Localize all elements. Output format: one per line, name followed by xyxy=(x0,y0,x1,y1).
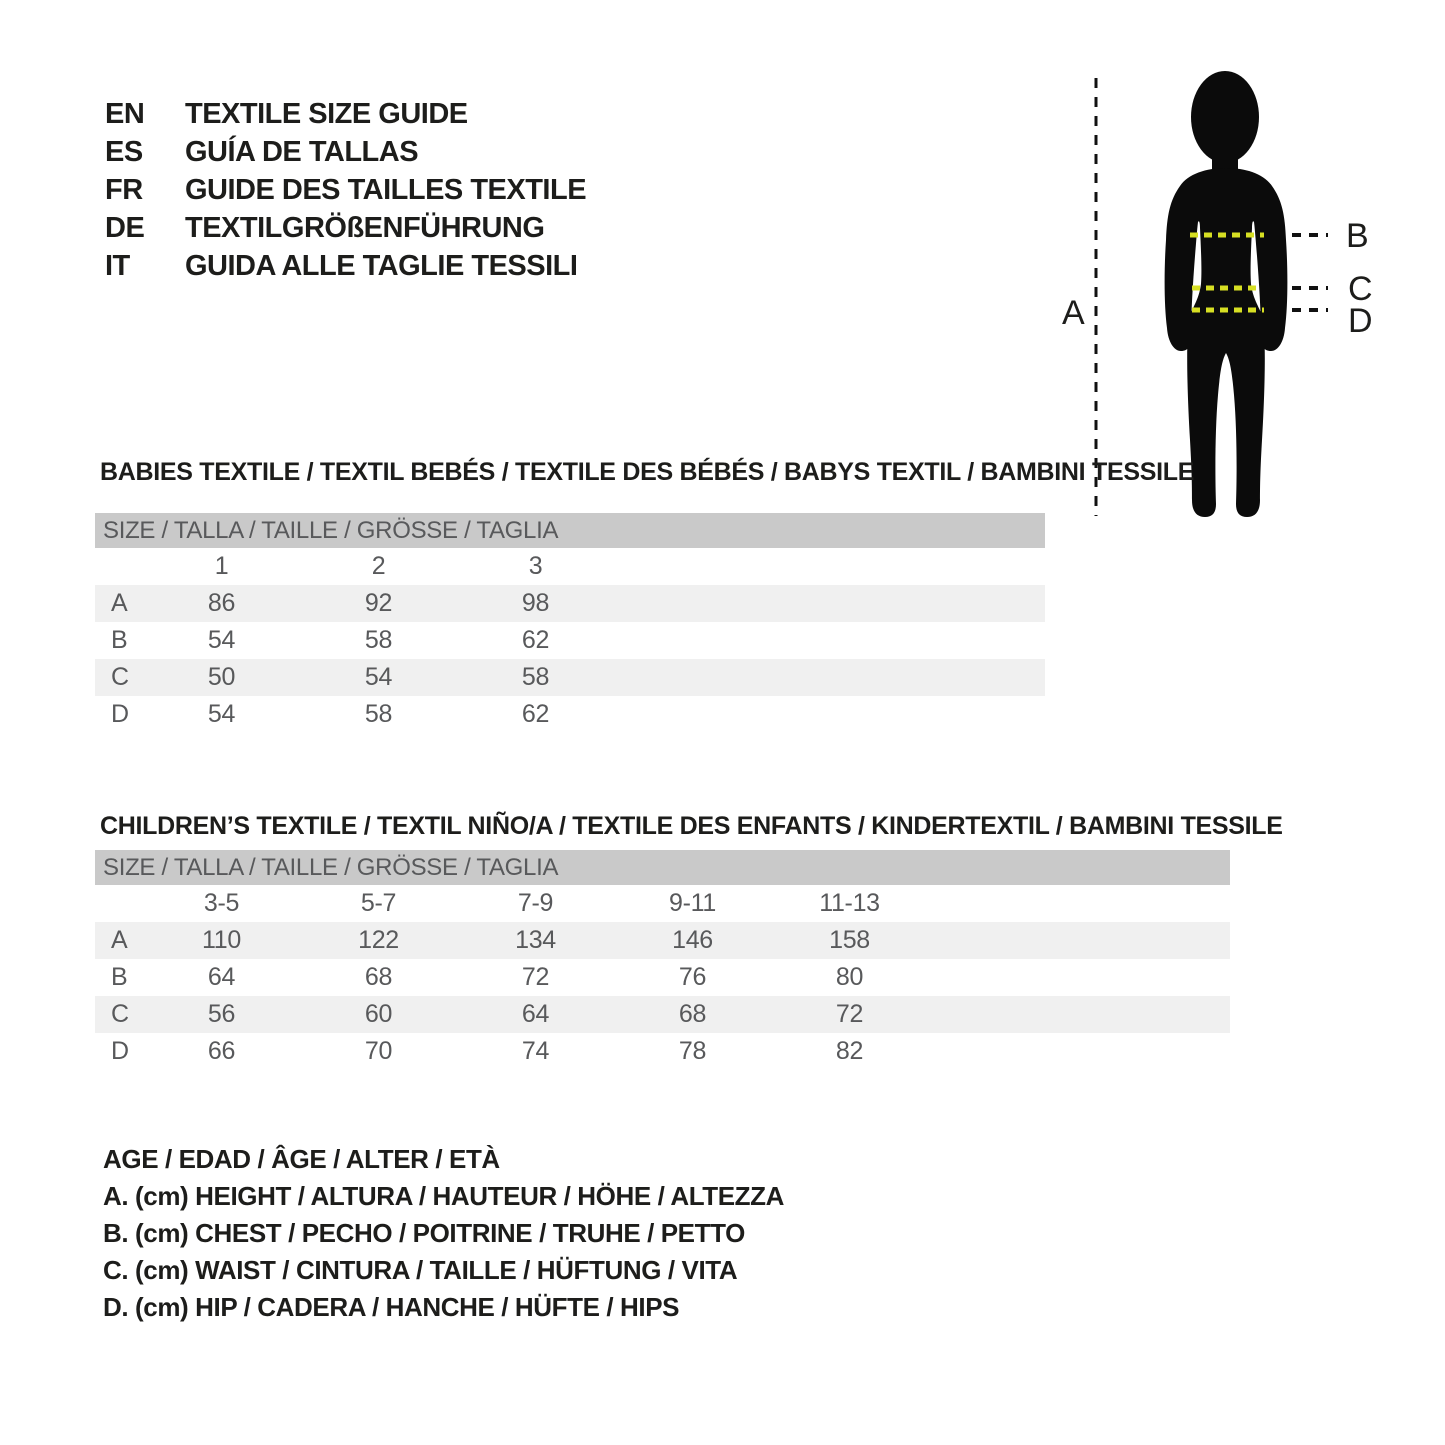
babies-size-row xyxy=(95,548,1045,585)
table-cell: 72 xyxy=(521,963,550,991)
table-cell: 58 xyxy=(521,663,550,691)
table-cell: 68 xyxy=(678,1000,707,1028)
language-row-de xyxy=(105,209,586,247)
children-size-table xyxy=(95,850,1230,1070)
table-cell: 134 xyxy=(515,926,556,954)
legend-height-line: A. (cm) HEIGHT / ALTURA / HAUTEUR / HÖHE / ALTEZZA xyxy=(103,1181,785,1211)
babies-table-header-bar: SIZE / TALLA / TAILLE / GRÖSSE / TAGLIA xyxy=(95,513,1045,548)
guide-title-en: TEXTILE SIZE GUIDE xyxy=(185,97,468,130)
table-row-b xyxy=(95,959,1230,996)
chest-label: B xyxy=(1346,217,1369,255)
table-cell: 92 xyxy=(364,589,393,617)
table-cell: 110 xyxy=(202,926,241,954)
guide-title-it: GUIDA ALLE TAGLIE TESSILI xyxy=(185,249,578,282)
children-section-heading: CHILDREN’S TEXTILE / TEXTIL NIÑO/A / TEXTILE DES ENFANTS / KINDERTEXTIL / BAMBINI TESSILE xyxy=(100,812,1283,840)
table-row-d xyxy=(95,1033,1230,1070)
language-code: EN xyxy=(105,97,145,130)
table-cell: 86 xyxy=(207,589,236,617)
table-cell: 64 xyxy=(521,1000,550,1028)
hip-label: D xyxy=(1348,302,1373,340)
table-cell: 74 xyxy=(521,1037,550,1065)
size-column-header: 3-5 xyxy=(203,889,240,917)
table-cell: 68 xyxy=(364,963,393,991)
row-label: B xyxy=(111,626,128,654)
row-label: C xyxy=(111,1000,129,1028)
size-column-header: 1 xyxy=(214,552,229,580)
size-column-header: 2 xyxy=(371,552,386,580)
table-cell: 62 xyxy=(521,700,550,728)
size-column-header: 7-9 xyxy=(517,889,554,917)
table-cell: 70 xyxy=(364,1037,393,1065)
size-column-header: 11-13 xyxy=(819,889,880,917)
table-cell: 98 xyxy=(521,589,550,617)
language-row-fr xyxy=(105,171,586,209)
children-size-row xyxy=(95,885,1230,922)
table-cell: 54 xyxy=(207,626,236,654)
babies-size-table xyxy=(95,513,1045,733)
guide-title-fr: GUIDE DES TAILLES TEXTILE xyxy=(185,173,587,206)
legend-hip-line: D. (cm) HIP / CADERA / HANCHE / HÜFTE / HIPS xyxy=(103,1292,680,1322)
table-row-d xyxy=(95,696,1045,733)
guide-title-de: TEXTILGRÖßENFÜHRUNG xyxy=(185,211,545,244)
language-title-list xyxy=(105,95,586,285)
table-row-c xyxy=(95,996,1230,1033)
legend-chest-line: B. (cm) CHEST / PECHO / POITRINE / TRUHE / PETTO xyxy=(103,1218,745,1248)
legend-waist-line: C. (cm) WAIST / CINTURA / TAILLE / HÜFTUNG / VITA xyxy=(103,1255,738,1285)
table-cell: 54 xyxy=(364,663,393,691)
table-row-a xyxy=(95,585,1045,622)
language-code: DE xyxy=(105,211,145,244)
table-cell: 58 xyxy=(364,700,393,728)
table-cell: 54 xyxy=(207,700,236,728)
language-code: FR xyxy=(105,173,143,206)
table-cell: 146 xyxy=(672,926,713,954)
row-label: A xyxy=(111,926,128,954)
language-row-it xyxy=(105,247,586,285)
table-row-b xyxy=(95,622,1045,659)
row-label: D xyxy=(111,700,129,728)
child-silhouette xyxy=(1165,71,1288,517)
measurement-legend xyxy=(103,1141,784,1326)
table-cell: 72 xyxy=(835,1000,864,1028)
table-cell: 62 xyxy=(521,626,550,654)
language-row-en xyxy=(105,95,586,133)
language-code: IT xyxy=(105,249,130,282)
size-column-header: 3 xyxy=(528,552,543,580)
size-column-header: 5-7 xyxy=(360,889,397,917)
row-label: B xyxy=(111,963,128,991)
size-column-header: 9-11 xyxy=(669,889,716,917)
table-cell: 78 xyxy=(678,1037,707,1065)
table-cell: 58 xyxy=(364,626,393,654)
table-cell: 66 xyxy=(207,1037,236,1065)
language-code: ES xyxy=(105,135,143,168)
row-label: D xyxy=(111,1037,129,1065)
language-row-es xyxy=(105,133,586,171)
row-label: A xyxy=(111,589,128,617)
waist-label: C xyxy=(1348,270,1373,308)
table-cell: 80 xyxy=(835,963,864,991)
table-cell: 50 xyxy=(207,663,236,691)
row-label: C xyxy=(111,663,129,691)
legend-age-line: AGE / EDAD / ÂGE / ALTER / ETÀ xyxy=(103,1144,500,1174)
table-cell: 122 xyxy=(358,926,399,954)
table-row-a xyxy=(95,922,1230,959)
table-cell: 76 xyxy=(678,963,707,991)
table-cell: 56 xyxy=(207,1000,236,1028)
table-cell: 82 xyxy=(835,1037,864,1065)
guide-title-es: GUÍA DE TALLAS xyxy=(185,135,419,168)
table-cell: 60 xyxy=(364,1000,393,1028)
table-row-c xyxy=(95,659,1045,696)
height-label: A xyxy=(1062,294,1085,332)
children-table-header-bar: SIZE / TALLA / TAILLE / GRÖSSE / TAGLIA xyxy=(95,850,1230,885)
babies-section-heading: BABIES TEXTILE / TEXTIL BEBÉS / TEXTILE DES BÉBÉS / BABYS TEXTIL / BAMBINI TESSILE xyxy=(100,458,1195,486)
table-cell: 158 xyxy=(829,926,870,954)
table-cell: 64 xyxy=(207,963,236,991)
